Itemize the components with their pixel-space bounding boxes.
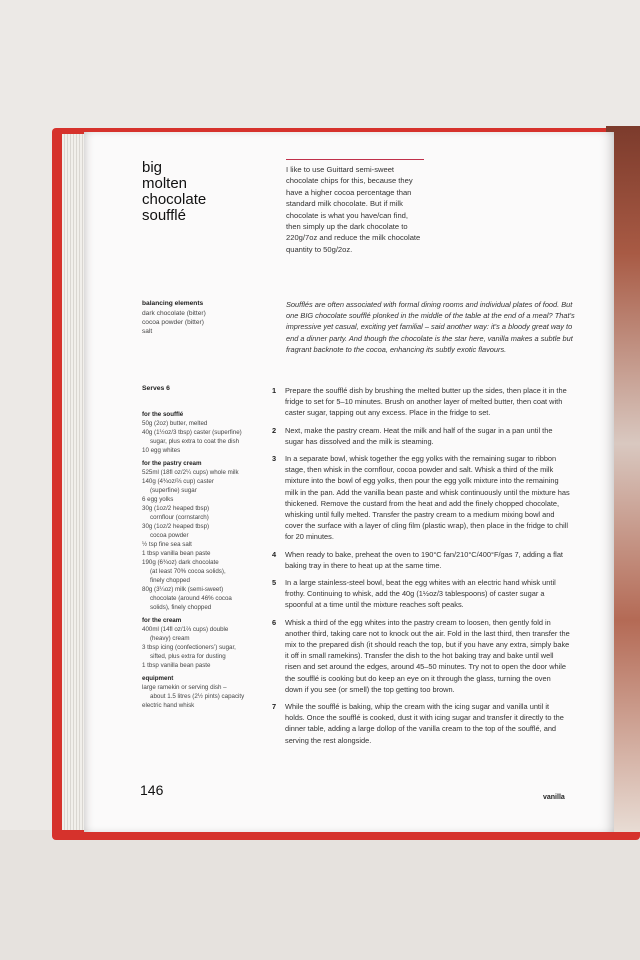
- method-step: [270, 385, 570, 419]
- title-line: big: [142, 159, 163, 176]
- ingredient-item: large ramekin or serving dish –: [142, 684, 227, 691]
- ingredient-item: 30g (1oz/2 heaped tbsp): [142, 505, 210, 512]
- ingredient-item: chocolate (around 46% cocoa: [150, 595, 232, 602]
- ingredient-item: 10 egg whites: [142, 447, 181, 454]
- step-text: In a large stainless-steel bowl, beat the egg whites with an electric hand whisk until frothy. Continuing to whisk, add the 40g (1½oz/3 tablespoons) of caster sugar a spoonful at a time until the mixture reaches soft peaks.: [285, 578, 556, 610]
- intro-text: I like to use Guittard semi-sweet chocolate chips for this, because they have a higher cocoa percentage than standard milk chocolate. But if milk chocolate is what you have/can find, then simply up the dark chocolate to 220g/7oz and reduce the milk chocolate quantity to 50g/2oz.: [286, 165, 421, 254]
- recipe-title: [142, 160, 272, 224]
- ingredient-group-heading: for the cream: [142, 617, 182, 624]
- ingredient-item: 1 tbsp vanilla bean paste: [142, 550, 211, 557]
- step-number: 1: [272, 386, 277, 395]
- step-number: 2: [272, 425, 277, 435]
- method-step: [270, 425, 570, 447]
- balancing-item: salt: [142, 328, 153, 335]
- recipe-page: [84, 132, 614, 832]
- step-text: When ready to bake, preheat the oven to 190°C fan/210°C/400°F/gas 7, adding a flat baking tray in there to heat up at the same time.: [285, 549, 563, 570]
- step-text: While the soufflé is baking, whip the cream with the icing sugar and vanilla until it holds. Once the soufflé is cooked, dust it with icing sugar and transfer it directly to the dinner table, adding a large dollop of the vanilla cream to the top of the soufflé, and serving the rest alongside.: [285, 702, 564, 745]
- method-step: [270, 701, 570, 746]
- balancing-list: [142, 309, 206, 336]
- method-step: [270, 549, 570, 571]
- ingredient-item: about 1.5 litres (2½ pints) capacity: [150, 693, 245, 700]
- ingredient-item: 1 tbsp vanilla bean paste: [142, 662, 211, 669]
- ingredient-item: 40g (1½oz/3 tbsp) caster (superfine): [142, 429, 242, 436]
- step-text: In a separate bowl, whisk together the egg yolks with the remaining sugar to ribbon stage, then whisk in the cornflour, cocoa powder and salt. Whisk a third of the milk mixture into the bowl of egg yolks, then pour the egg yolk mixture into the remaining milk in the pan. Add the vanilla bean paste and whisk continuously until the mixture has thickened. Remove the custard from the heat and add the finely chopped chocolate, whisking until fully melted. Transfer the pastry cream to a medium mixing bowl and cover the surface with a layer of cling film (plastic wrap), then place in the fridge to chill for 20 minutes.: [285, 454, 570, 542]
- method-step: [270, 453, 570, 543]
- ingredient-item: 80g (3¼oz) milk (semi-sweet): [142, 586, 224, 593]
- balancing-item: dark chocolate (bitter): [142, 310, 206, 317]
- step-text: Whisk a third of the egg whites into the pastry cream to loosen, then gently fold in another third, taking care not to knock out the air. Fold in the last third, then transfer the mix to the prepared dish (it should reach the top, but if you have any extra, simply bake it off in small ramekins). Transfer the dish to the hot baking tray and bake until well risen and set around the edges, around 45–50 minutes. Try not to open the door while the soufflé is cooking but do keep an eye on it through the glass, turning the oven down if you see (or smell) the top getting too brown.: [285, 617, 570, 694]
- title-line: molten: [142, 175, 188, 192]
- ingredient-group-heading: for the soufflé: [142, 411, 184, 418]
- ingredient-item: cocoa powder: [150, 532, 189, 539]
- ingredient-item: solids), finely chopped: [150, 604, 212, 611]
- step-text: Prepare the soufflé dish by brushing the melted butter up the sides, then place it in the fridge to set for 5–10 minutes. Brush on another layer of melted butter, then coat with caster sugar, tapping out any excess. Place in the fridge to set.: [285, 386, 567, 418]
- step-number: 4: [272, 549, 277, 559]
- ingredient-item: electric hand whisk: [142, 702, 195, 709]
- ingredient-item: 525ml (18fl oz/2¼ cups) whole milk: [142, 469, 239, 476]
- ingredient-item: sifted, plus extra for dusting: [150, 653, 226, 660]
- ingredient-item: (at least 70% cocoa solids),: [150, 568, 226, 575]
- table-surface: [0, 830, 640, 960]
- step-number: 6: [272, 617, 277, 627]
- ingredient-item: finely chopped: [150, 577, 190, 584]
- ingredient-item: 140g (4¾oz/⅔ cup) caster: [142, 478, 214, 485]
- step-number: 7: [272, 702, 277, 712]
- title-line: soufflé: [142, 207, 186, 224]
- ingredient-item: 3 tbsp icing (confectioners’) sugar,: [142, 644, 236, 651]
- step-text: Next, make the pastry cream. Heat the milk and half of the sugar in a pan until the sugar has dissolved and the milk is steaming.: [285, 425, 553, 446]
- serves-label: Serves 6: [142, 385, 170, 392]
- method-step: [270, 577, 570, 611]
- ingredient-item: (heavy) cream: [150, 635, 190, 642]
- ingredient-item: sugar, plus extra to coat the dish: [150, 438, 240, 445]
- italic-intro: Soufflés are often associated with formal dining rooms and individual plates of food. But one BIG chocolate soufflé plonked in the middle of the table at the end of a meal? That’s impressive yet casual, exciting yet familial – said another way: it’s a bloody great way to end a dinner party. And though the chocolate is the star here, vanilla makes a subtle but fragrant backnote to the cocoa, enhancing its subtly exotic flavours.: [286, 300, 575, 354]
- ingredients-list: [142, 410, 284, 710]
- ingredient-item: cornflour (cornstarch): [150, 514, 209, 521]
- step-number: 5: [272, 578, 277, 588]
- ingredient-item: 400ml (14fl oz/1⅔ cups) double: [142, 626, 229, 633]
- ingredient-item: (superfine) sugar: [150, 487, 197, 494]
- ingredient-item: 6 egg yolks: [142, 496, 174, 503]
- title-line: chocolate: [142, 191, 207, 208]
- page-number: 146: [140, 782, 164, 798]
- balancing-heading: balancing elements: [142, 300, 204, 307]
- step-number: 3: [272, 454, 277, 464]
- ingredient-item: 50g (2oz) butter, melted: [142, 420, 208, 427]
- method-step: [270, 617, 570, 695]
- ingredient-item: 30g (1oz/2 heaped tbsp): [142, 523, 210, 530]
- ingredient-group-heading: for the pastry cream: [142, 460, 202, 467]
- section-footer: vanilla: [543, 794, 565, 801]
- balancing-item: cocoa powder (bitter): [142, 319, 204, 326]
- method-steps: [270, 385, 570, 752]
- ingredient-group-heading: equipment: [142, 675, 174, 682]
- ingredient-item: 190g (6¾oz) dark chocolate: [142, 559, 219, 566]
- intro-divider: [286, 159, 424, 160]
- ingredient-item: ½ tsp fine sea salt: [142, 541, 192, 548]
